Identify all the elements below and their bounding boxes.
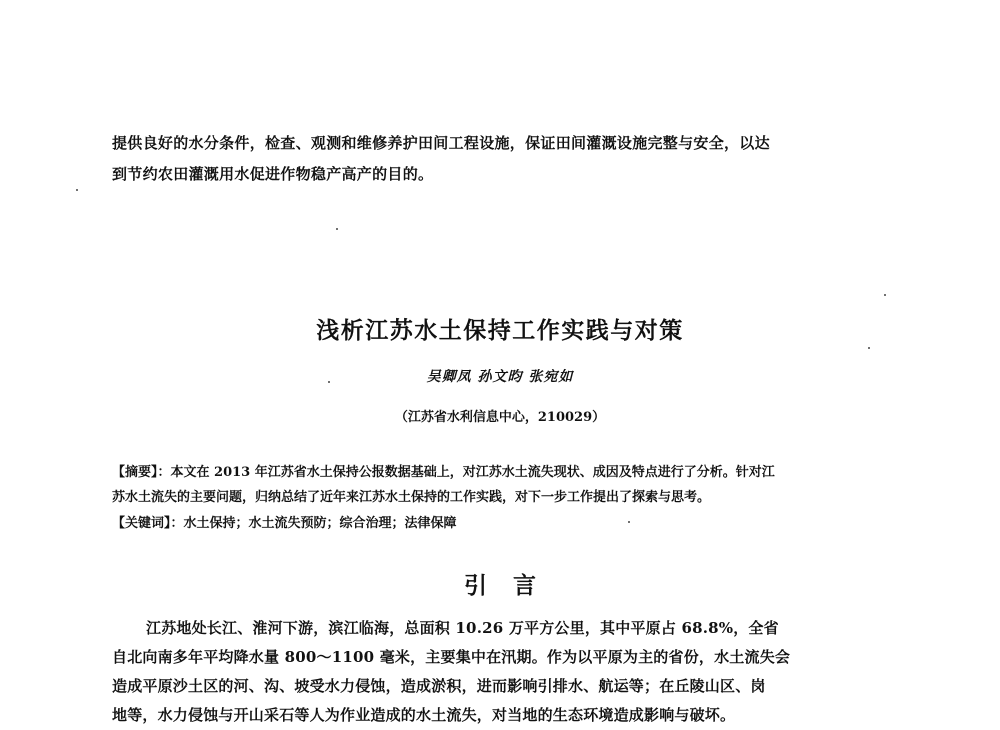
scan-speck: [868, 347, 870, 349]
scan-speck: [884, 294, 886, 296]
article-authors: 吴卿凤 孙文昀 张宛如: [426, 369, 574, 385]
abstract: [112, 460, 872, 510]
scan-speck: [628, 521, 630, 523]
scan-speck: [76, 189, 78, 191]
body-line: 造成平原沙土区的河、沟、坡受水力侵蚀，造成淤积，进而影响引排水、航运等；在丘陵山区、岗: [112, 677, 766, 695]
article-title: 浅析江苏水土保持工作实践与对策: [316, 318, 684, 344]
abstract-line: 苏水土流失的主要问题，归纳总结了近年来江苏水土保持的工作实践，对下一步工作提出了探索与思考。: [112, 490, 711, 505]
scan-speck: [336, 228, 338, 230]
body-line: 地等，水力侵蚀与开山采石等人为作业造成的水土流失，对当地的生态环境造成影响与破坏。: [112, 706, 736, 724]
body-line: 江苏地处长江、淮河下游，滨江临海，总面积 10.26 万平方公里，其中平原占 68.8%，全省: [146, 619, 779, 637]
section-body: [112, 614, 872, 730]
paragraph-line: 提供良好的水分条件，检查、观测和维修养护田间工程设施，保证田间灌溉设施完整与安全，以达: [112, 134, 770, 152]
article-affiliation: （江苏省水利信息中心，210029）: [394, 410, 606, 425]
section-heading: 引言: [464, 573, 562, 599]
keywords: 【关键词】：水土保持；水土流失预防；综合治理；法律保障: [112, 516, 457, 531]
scan-speck: [328, 381, 330, 383]
paragraph-line: 到节约农田灌溉用水促进作物稳产高产的目的。: [112, 165, 434, 183]
abstract-line: 【摘要】：本文在 2013 年江苏省水土保持公报数据基础上，对江苏水土流失现状、成因及特点进行了分析。针对江: [112, 465, 775, 480]
previous-article-ending: [112, 128, 872, 190]
body-line: 自北向南多年平均降水量 800～1100 毫米，主要集中在汛期。作为以平原为主的省份，水土流失会: [112, 648, 791, 666]
